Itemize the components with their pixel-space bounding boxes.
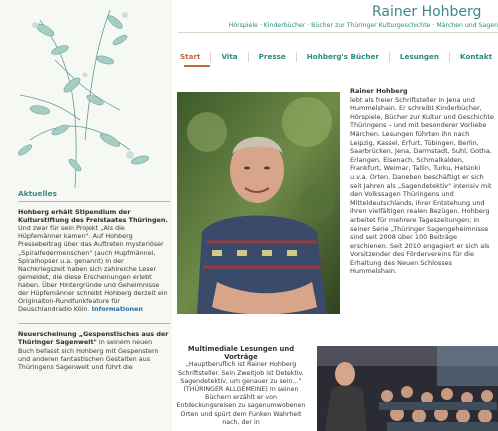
author-bio — [350, 87, 496, 276]
nav-start[interactable]: Start — [180, 52, 201, 61]
news-item-2-text: In seinem neuen Buch befasst sich Hohberg mit Gespenstern und anderen fantastischen Gestalten aus Thüringens Sagenwelt und führt die — [18, 338, 159, 371]
nav-buecher[interactable]: Hohberg's Bücher — [306, 52, 379, 61]
news-item-1-text: Und zwar für sein Projekt „Als die Hüpfemänner kamen". Auf Hohberg Pressebeitrag über das Auftreten mysteriöser „Spiralfedermenschen" (auch Hupfmännel, Spiralhopser u.a. genannt) in der Nachkriegszeit haben sich zahlreiche Leser gemeldet, die diese Erscheinungen erlebt haben. Über Hintergründe und Geheimnisse der Hüpfemänner schreibt Hohberg derzeit ein Originalton-Rundfunkfeature für Deuschlandradio Köln. — [18, 224, 168, 314]
bio-name: Rainer Hohberg — [350, 87, 408, 95]
nav-lesungen[interactable]: Lesungen — [399, 52, 440, 61]
site-subtitle: Hörspiele · Kinderbücher · Bücher zur Thüringer Kulturgeschichte · Märchen und Sagen — [228, 22, 498, 29]
nav-separator — [389, 52, 390, 62]
nav-separator — [449, 52, 450, 62]
nav-separator — [296, 52, 297, 62]
bio-text: lebt als freier Schriftsteller in Jena und Hummelshain. Er schreibt Kinderbücher, Hörspiele, Bücher zur Kultur und Geschichte Thüringens – und mit besonderer Vorliebe Märchen. Lesungen führten ihn nach Leipzig, Kassel, Erfurt, Tübingen, Berlin, Saarbrücken, Jena, Darmstadt, Suhl, Gotha, Erlangen, Eisenach, Schmalkalden, Frankfurt, Weimar, Tallin, Turku, Helsinki u.v.a. Orten. Daneben beschäftigt er sich seit Jahren als „Sagendetektiv" intensiv mit den Volkssagen Thüringens und Mitteldeutschlands, ihrer Entstehung und ihren vielfältigen realen Bezügen. Hohberg arbeitet für mehrere Tageszeitungen; in seiner Serie „Thüringer Sagengeheimnisse sind seit 2008 über 100 Beiträge erschienen. Seit 2010 engagiert er sich als Vorsitzender des Fördervereins für die Erhaltung des Neuen Schlosses Hummelshain. — [350, 95, 494, 276]
botanical-sketch-illustration — [0, 0, 172, 188]
news-divider — [18, 201, 170, 202]
nav-kontakt[interactable]: Kontakt — [460, 52, 493, 61]
news-item-1 — [18, 208, 170, 313]
news-item-2 — [18, 330, 170, 370]
site-title[interactable]: Rainer Hohberg — [372, 4, 482, 20]
header-divider — [178, 32, 498, 33]
multimedia-section — [176, 345, 306, 427]
news-item-1-link[interactable]: Informationen — [91, 305, 143, 314]
nav-separator — [248, 52, 249, 62]
main-nav — [180, 52, 492, 62]
news-item-2-title: Neuerscheinung „Gespenstisches aus der Thüringer Sagenwelt" — [18, 330, 169, 347]
news-section — [18, 190, 170, 371]
news-divider-2 — [18, 323, 170, 324]
nav-vita[interactable]: Vita — [221, 52, 238, 61]
nav-presse[interactable]: Presse — [258, 52, 286, 61]
multimedia-heading: Multimediale Lesungen und Vorträge — [187, 345, 295, 362]
news-heading: Aktuelles — [18, 189, 57, 198]
nav-active-underline — [184, 65, 210, 67]
author-portrait-photo — [177, 92, 340, 314]
left-sidebar — [0, 0, 172, 431]
nav-separator — [210, 52, 211, 62]
multimedia-text: „Hauptberuflich ist Rainer Hohberg Schriftsteller. Sein Zweitjob ist Detektiv. Sagendetektiv, um genauer zu sein…" (THÜRINGER ALLGEMEINE) In seinen Büchern erzählt er von Entdeckungsreisen zu sagenumwobenen Orten und spürt dem Funken Wahrheit nach, der in — [176, 361, 306, 426]
lecture-audience-photo — [317, 346, 498, 431]
news-item-1-title: Hohberg erhält Stipendium der Kulturstiftung des Freistaates Thüringen. — [18, 208, 168, 225]
